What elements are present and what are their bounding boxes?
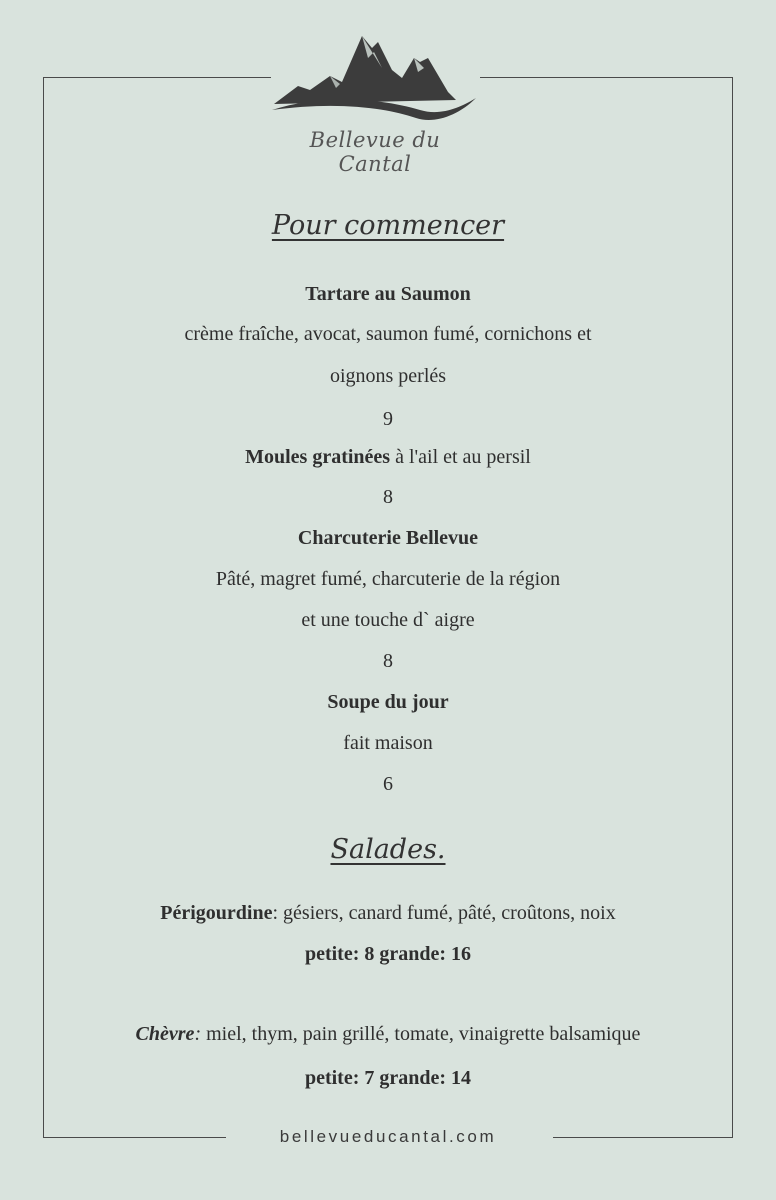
salad-line [0, 903, 776, 923]
dish-price: 8 [383, 650, 393, 672]
salad-name: Chèvre [135, 1023, 195, 1045]
salad-description: gésiers, canard fumé, pâté, croûtons, noix [278, 902, 616, 924]
dish-price: 6 [383, 773, 393, 795]
dish-description: oignons perlés [329, 365, 447, 387]
dish-price: 8 [383, 486, 393, 508]
dish-name: Soupe du jour [327, 691, 449, 713]
section-title-starters: Pour commencer [271, 210, 505, 241]
section-title-salads: Salades. [330, 834, 446, 865]
salad-description: miel, thym, pain grillé, tomate, vinaigrette balsamique [201, 1023, 641, 1045]
salad-prices: petite: 8 grande: 16 [304, 943, 472, 965]
salad-colon: : [272, 902, 279, 924]
frame-top-left-line [43, 77, 271, 78]
mountain-icon [270, 28, 480, 128]
dish-line [0, 447, 776, 467]
salad-prices: petite: 7 grande: 14 [304, 1067, 472, 1089]
website-link[interactable]: bellevueducantal.com [279, 1127, 497, 1146]
dish-description: fait maison [343, 732, 433, 754]
salad-colon: : [194, 1023, 202, 1045]
logo [270, 28, 480, 178]
brand-name: Bellevue du Cantal [309, 128, 441, 176]
dish-description: et une touche d` aigre [301, 609, 475, 631]
frame-top-right-line [480, 77, 733, 78]
dish-description: à l'ail et au persil [390, 446, 531, 468]
dish-name: Tartare au Saumon [305, 283, 471, 305]
dish-description: Pâté, magret fumé, charcuterie de la région [215, 568, 561, 590]
salad-line [0, 1024, 776, 1044]
dish-name: Charcuterie Bellevue [297, 527, 479, 549]
salad-name: Périgourdine [160, 902, 273, 924]
dish-description: crème fraîche, avocat, saumon fumé, cornichons et [184, 323, 592, 345]
dish-name: Moules gratinées [245, 446, 391, 468]
dish-price: 9 [383, 408, 393, 430]
